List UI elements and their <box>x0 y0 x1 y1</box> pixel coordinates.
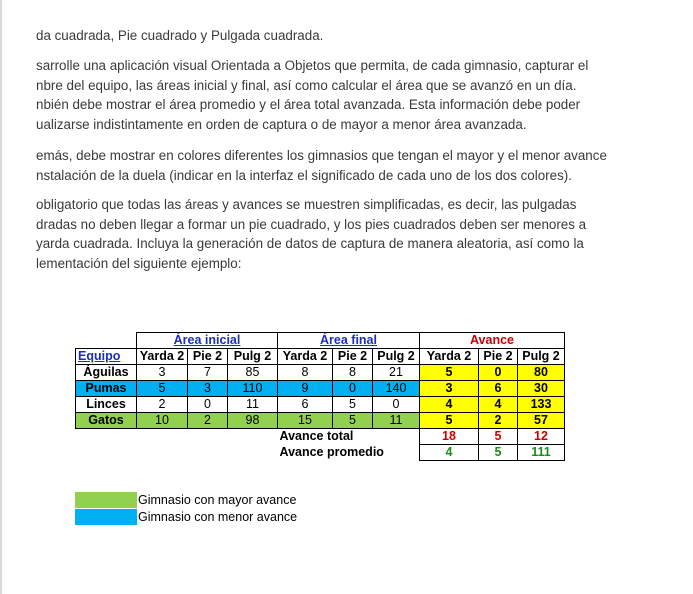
area-final-header: Área final <box>278 333 420 349</box>
text-line: dradas no deben llegar a formar un pie cuadrado, y los pies cuadrados deben ser menores a <box>36 216 587 232</box>
cell: 2 <box>137 397 188 413</box>
table-row <box>76 381 565 397</box>
cell: 8 <box>333 365 373 381</box>
equipo-header: Equipo <box>76 349 137 365</box>
avance-cell: 133 <box>518 397 565 413</box>
table-row <box>76 365 565 381</box>
cell: 110 <box>228 381 278 397</box>
cell: 140 <box>373 381 420 397</box>
text-line: da cuadrada, Pie cuadrado y Pulgada cuadrada. <box>36 28 324 43</box>
legend-swatch-green <box>75 492 137 508</box>
cell: 5 <box>333 397 373 413</box>
total-cell: 18 <box>420 429 479 445</box>
text-line: yarda cuadrada. Incluya la generación de datos de captura de manera aleatoria, así como la <box>36 236 584 251</box>
text-line: nbre del equipo, las áreas inicial y final, así como calcular el área que se avanzó en un día. <box>36 77 577 93</box>
team-name: Gatos <box>76 413 137 429</box>
area-inicial-header: Área inicial <box>137 333 278 349</box>
cell: 98 <box>228 413 278 429</box>
total-cell: 12 <box>518 429 565 445</box>
table-row <box>76 413 565 429</box>
avance-cell: 57 <box>518 413 565 429</box>
sub-header: Pie 2 <box>479 349 518 365</box>
cell: 11 <box>373 413 420 429</box>
team-name: Pumas <box>76 381 137 397</box>
cell: 2 <box>188 413 228 429</box>
avance-cell: 6 <box>479 381 518 397</box>
legend-swatch-blue <box>75 509 137 525</box>
legend-label: Gimnasio con menor avance <box>138 510 298 524</box>
text-line: sarrolle una aplicación visual Orientada a Objetos que permita, de cada gimnasio, capturar el <box>36 58 589 73</box>
average-row <box>76 445 565 461</box>
results-table <box>75 332 565 461</box>
sub-header: Yarda 2 <box>278 349 333 365</box>
cell: 9 <box>278 381 333 397</box>
cell: 85 <box>228 365 278 381</box>
sub-header: Pulg 2 <box>228 349 278 365</box>
avance-cell: 80 <box>518 365 565 381</box>
cell: 7 <box>188 365 228 381</box>
sub-header: Pie 2 <box>188 349 228 365</box>
cell: 3 <box>188 381 228 397</box>
avance-header: Avance <box>420 333 565 349</box>
avance-cell: 4 <box>420 397 479 413</box>
table-row <box>76 397 565 413</box>
sub-header: Yarda 2 <box>137 349 188 365</box>
text-line: ualizarse indistintamente en orden de captura o de mayor a menor área avanzada. <box>36 116 527 132</box>
paragraph-1 <box>36 26 676 46</box>
text-line: obligatorio que todas las áreas y avances se muestren simplificadas, es decir, las pulgadas <box>36 197 577 212</box>
average-cell: 5 <box>479 445 518 461</box>
total-row <box>76 429 565 445</box>
avance-cell: 4 <box>479 397 518 413</box>
cell: 15 <box>278 413 333 429</box>
cell: 21 <box>373 365 420 381</box>
cell: 8 <box>278 365 333 381</box>
avance-cell: 3 <box>420 381 479 397</box>
sub-header: Pie 2 <box>333 349 373 365</box>
sub-header: Pulg 2 <box>518 349 565 365</box>
avance-cell: 5 <box>420 413 479 429</box>
total-label: Avance total <box>278 429 420 445</box>
cell: 6 <box>278 397 333 413</box>
paragraph-4 <box>36 195 676 273</box>
sub-header-row <box>76 349 565 365</box>
average-cell: 4 <box>420 445 479 461</box>
text-line: nstalación de la duela (indicar en la interfaz el significado de cada uno de los dos colores). <box>36 167 572 183</box>
cell: 10 <box>137 413 188 429</box>
cell: 11 <box>228 397 278 413</box>
paragraph-2 <box>36 56 676 134</box>
text-line: nbién debe mostrar el área promedio y el área total avanzada. Esta información debe poder <box>36 97 581 112</box>
sub-header: Yarda 2 <box>420 349 479 365</box>
legend-label: Gimnasio con mayor avance <box>138 493 297 507</box>
cell: 5 <box>137 381 188 397</box>
text-line: emás, debe mostrar en colores diferentes los gimnasios que tengan el mayor y el menor avance <box>36 148 607 163</box>
avance-cell: 30 <box>518 381 565 397</box>
cell: 5 <box>333 413 373 429</box>
total-cell: 5 <box>479 429 518 445</box>
cell: 0 <box>188 397 228 413</box>
cell: 0 <box>333 381 373 397</box>
avance-cell: 0 <box>479 365 518 381</box>
team-name: Linces <box>76 397 137 413</box>
average-cell: 111 <box>518 445 565 461</box>
team-name: Águilas <box>76 365 137 381</box>
paragraph-3 <box>36 146 676 185</box>
group-header-row <box>76 333 565 349</box>
cell: 0 <box>373 397 420 413</box>
left-border <box>0 0 2 594</box>
average-label: Avance promedio <box>279 445 384 459</box>
sub-header: Pulg 2 <box>373 349 420 365</box>
text-line: lementación del siguiente ejemplo: <box>36 255 242 271</box>
avance-cell: 5 <box>420 365 479 381</box>
avance-cell: 2 <box>479 413 518 429</box>
empty-corner <box>76 333 137 349</box>
cell: 3 <box>137 365 188 381</box>
